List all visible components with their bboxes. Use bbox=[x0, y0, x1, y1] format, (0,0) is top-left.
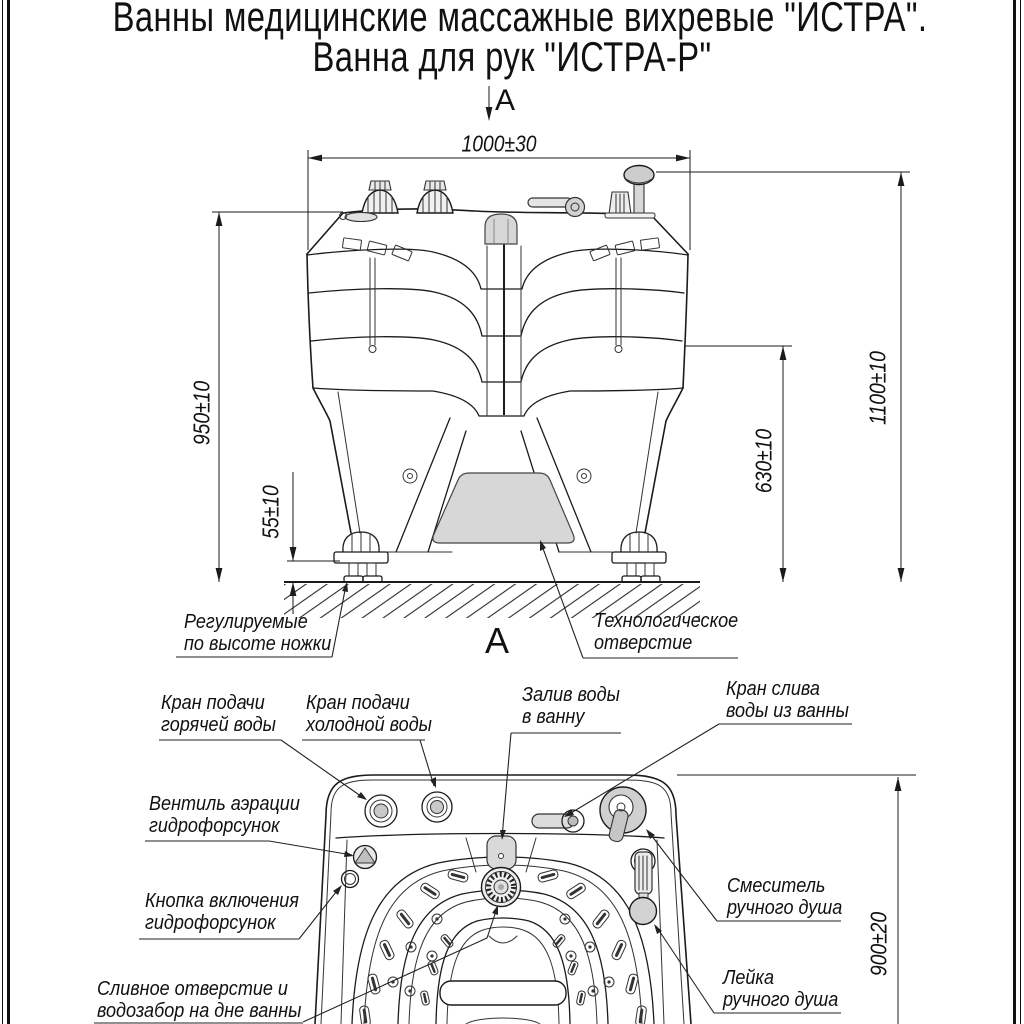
leader-aeration bbox=[145, 841, 354, 857]
hot-tap-knob-front bbox=[362, 181, 398, 213]
callout-hot-tap: Кран подачи горячей воды bbox=[161, 691, 276, 736]
aeration-valve-top bbox=[354, 846, 377, 869]
adjustable-foot-right bbox=[612, 532, 666, 582]
legs-and-frame-front bbox=[313, 388, 683, 552]
callout-jets-button: Кнопка включения гидрофорсунок bbox=[145, 889, 299, 934]
dim-height-body-text: 950±10 bbox=[188, 380, 215, 446]
shower-head-top bbox=[630, 849, 657, 925]
drawing-title-line2: Ванна для рук "ИСТРА-Р" bbox=[312, 33, 712, 80]
dim-depth-text: 900±20 bbox=[865, 911, 892, 977]
callout-fill: Залив воды в ванну bbox=[522, 683, 620, 728]
callout-shower-head: Лейка ручного душа bbox=[723, 966, 839, 1011]
drain-lever-front bbox=[528, 198, 585, 217]
jets-button-top bbox=[342, 871, 359, 888]
water-spout-top bbox=[487, 836, 516, 869]
adjustable-foot-left bbox=[334, 532, 388, 582]
drain-lever-top bbox=[532, 810, 584, 832]
callout-cold-tap: Кран подачи холодной воды bbox=[306, 691, 432, 736]
section-label: А bbox=[485, 620, 510, 661]
callout-drain-hole: Сливное отверстие и водозабор на дне ванны bbox=[97, 977, 302, 1022]
drawing-title-line1: Ванны медицинские массажные вихревые "ИСТРА". bbox=[112, 0, 928, 40]
deck-handle-front bbox=[340, 213, 378, 222]
view-direction-arrow bbox=[486, 86, 493, 121]
leader-hot-tap bbox=[159, 740, 367, 800]
drain-cover-top bbox=[482, 868, 521, 907]
cold-tap-knob-front bbox=[417, 181, 453, 213]
view-arrow-label: А bbox=[495, 84, 516, 117]
water-spout-front bbox=[485, 214, 517, 244]
hot-tap-top bbox=[365, 795, 397, 827]
front-view-drawing bbox=[176, 86, 910, 658]
dim-foot-height-text: 55±10 bbox=[257, 485, 284, 539]
callout-tech-hole: Технологическое отверстие bbox=[594, 609, 739, 654]
dim-total-height-text: 1100±10 bbox=[864, 351, 891, 425]
callout-shower-mixer: Смеситель ручного душа bbox=[727, 874, 843, 919]
dim-width-text: 1000±30 bbox=[461, 130, 537, 157]
tech-hole-panel bbox=[433, 473, 574, 543]
cold-tap-top bbox=[422, 792, 452, 822]
leader-cold-tap bbox=[302, 740, 436, 788]
callout-drain-tap: Кран слива воды из ванны bbox=[726, 677, 849, 722]
callout-aeration-valve: Вентиль аэрации гидрофорсунок bbox=[149, 792, 300, 837]
shower-assembly-front bbox=[605, 166, 655, 219]
dim-opening-height-text: 630±10 bbox=[750, 428, 777, 494]
callout-adjustable-feet: Регулируемые по высоте ножки bbox=[184, 610, 332, 655]
